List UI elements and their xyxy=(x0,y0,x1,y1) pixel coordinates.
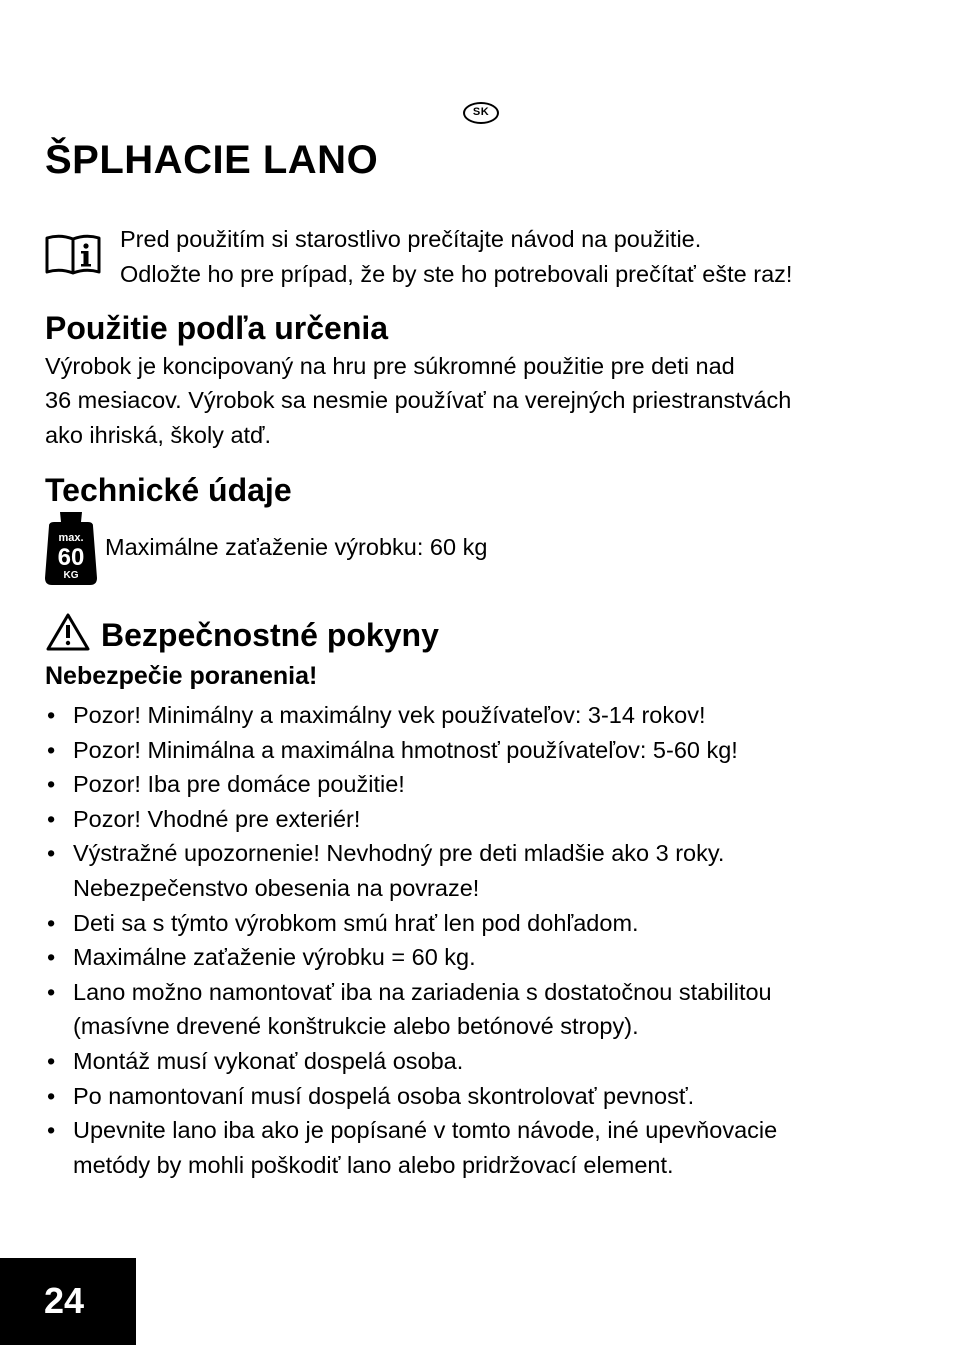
page-title: ŠPLHACIE LANO xyxy=(45,138,379,182)
injury-warning-heading: Nebezpečie poranenia! xyxy=(45,662,318,690)
max-load-text: Maximálne zaťaženie výrobku: 60 kg xyxy=(105,534,488,560)
intended-use-line-1: Výrobok je koncipovaný na hru pre súkromné použitie pre deti nad xyxy=(45,353,735,379)
page-number: 24 xyxy=(44,1280,85,1321)
intended-use-heading: Použitie podľa určenia xyxy=(45,310,389,346)
safety-list-item xyxy=(45,1113,777,1182)
safety-list-item xyxy=(45,698,777,733)
language-badge: SK xyxy=(463,102,499,124)
technical-heading: Technické údaje xyxy=(45,472,292,508)
weight-icon-max: max. xyxy=(58,532,84,544)
weight-icon-unit: KG xyxy=(63,570,79,581)
safety-item-line: • Maximálne zaťaženie výrobku = 60 kg. xyxy=(73,944,476,971)
intro-line-2: Odložte ho pre prípad, že by ste ho potrebovali prečítať ešte raz! xyxy=(120,261,793,287)
safety-list-item xyxy=(45,975,777,1044)
read-manual-icon xyxy=(44,232,102,276)
safety-item-line: • Upevnite lano iba ako je popísané v tomto návode, iné upevňovacie xyxy=(73,1117,778,1144)
safety-item-line: • Montáž musí vykonať dospelá osoba. xyxy=(73,1047,464,1074)
safety-item-line: Nebezpečenstvo obesenia na povraze! xyxy=(73,874,480,901)
safety-list-item xyxy=(45,802,777,837)
safety-heading: Bezpečnostné pokyny xyxy=(101,617,439,653)
safety-item-line: • Pozor! Minimálna a maximálna hmotnosť používateľov: 5-60 kg! xyxy=(73,736,738,763)
safety-item-line: • Po namontovaní musí dospelá osoba skontrolovať pevnosť. xyxy=(73,1082,695,1109)
safety-item-line: • Lano možno namontovať iba na zariadenia s dostatočnou stabilitou xyxy=(73,978,772,1005)
safety-item-line: • Pozor! Minimálny a maximálny vek používateľov: 3-14 rokov! xyxy=(73,702,706,728)
safety-item-line: (masívne drevené konštrukcie alebo betónové stropy). xyxy=(73,1013,639,1040)
intended-use-line-3: ako ihriská, školy atď. xyxy=(45,422,272,448)
safety-list-item xyxy=(45,906,777,941)
warning-icon xyxy=(45,612,91,652)
safety-list-item xyxy=(45,836,777,905)
safety-list xyxy=(45,698,777,1182)
intended-use-line-2: 36 mesiacov. Výrobok sa nesmie používať na verejných priestranstvách xyxy=(45,387,792,413)
safety-item-line: • Pozor! Iba pre domáce použitie! xyxy=(73,771,405,798)
weight-icon-value: 60 xyxy=(57,544,85,571)
safety-item-line: • Pozor! Vhodné pre exteriér! xyxy=(73,805,361,832)
safety-list-item xyxy=(45,940,777,975)
safety-item-line: • Deti sa s týmto výrobkom smú hrať len pod dohľadom. xyxy=(73,909,639,936)
safety-list-item xyxy=(45,767,777,802)
safety-item-line: metódy by mohli poškodiť lano alebo pridržovací element. xyxy=(73,1151,674,1178)
safety-list-item xyxy=(45,1079,777,1114)
safety-list-item xyxy=(45,733,777,768)
safety-list-item xyxy=(45,1044,777,1079)
intro-line-1: Pred použitím si starostlivo prečítajte návod na použitie. xyxy=(120,226,702,252)
page-number-box xyxy=(0,1258,136,1345)
max-weight-icon xyxy=(45,508,97,586)
safety-item-line: • Výstražné upozornenie! Nevhodný pre deti mladšie ako 3 roky. xyxy=(73,840,725,867)
